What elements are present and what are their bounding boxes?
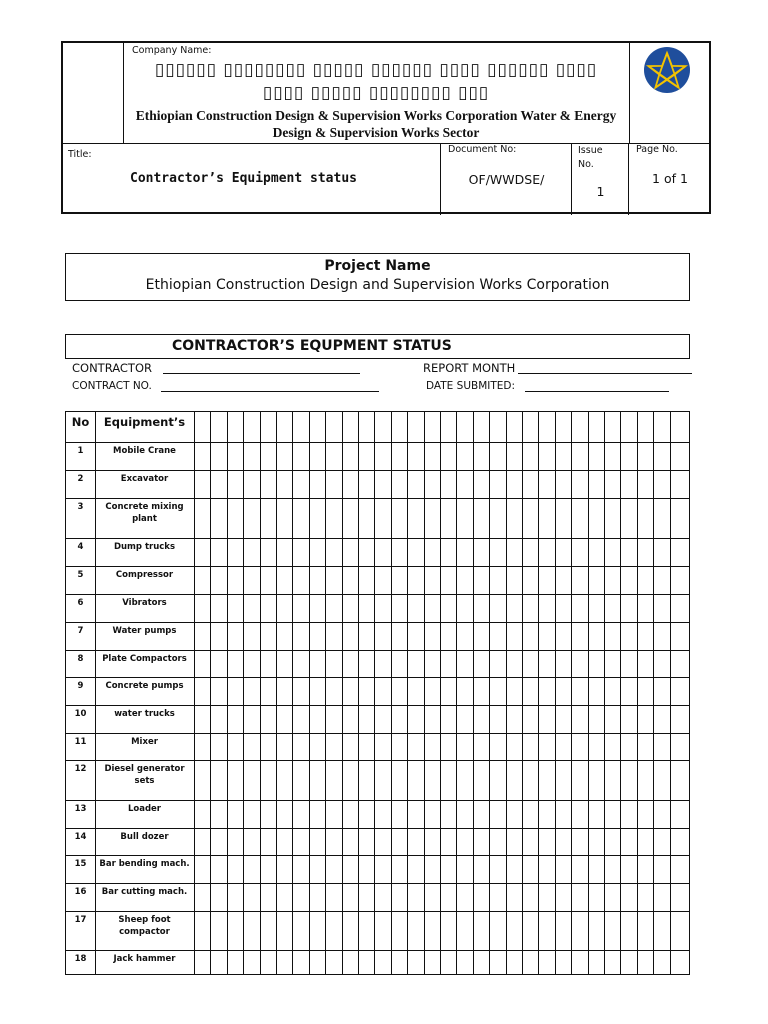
row-number: 9 <box>77 681 84 691</box>
row-number: 18 <box>74 954 87 964</box>
page-no-value: 1 of 1 <box>652 171 688 186</box>
column-header-no: No <box>71 415 90 429</box>
table-column-divider <box>456 412 457 974</box>
row-number: 11 <box>74 737 87 747</box>
equipment-name: Compressor <box>115 570 174 580</box>
page-no-label: Page No. <box>636 144 678 155</box>
table-column-divider <box>309 412 310 974</box>
table-row-divider <box>66 883 689 884</box>
issue-no-value: 1 <box>596 184 605 199</box>
table-column-divider <box>292 412 293 974</box>
table-row-divider <box>66 594 689 595</box>
equipment-name: Bar cutting mach. <box>101 887 188 897</box>
table-row-divider <box>66 800 689 801</box>
document-no-cell <box>441 144 572 215</box>
table-row-divider <box>66 705 689 706</box>
equipment-name: Bar bending mach. <box>99 859 190 869</box>
ethiopian-emblem-icon <box>643 46 691 94</box>
row-number: 17 <box>74 915 87 925</box>
equipment-name: Plate Compactors <box>102 654 187 664</box>
issue-no-label: Issue No. <box>578 145 603 170</box>
header-left-blank-cell <box>63 43 124 143</box>
row-number: 13 <box>74 804 87 814</box>
equipment-name: Loader <box>127 804 162 814</box>
table-column-divider <box>325 412 326 974</box>
table-column-divider <box>342 412 343 974</box>
equipment-name: Bull dozer <box>120 832 169 842</box>
document-no-value: OF/WWDSE/ <box>468 172 545 187</box>
date-submitted-field[interactable] <box>525 391 669 392</box>
equipment-name: Diesel generator sets <box>104 764 185 786</box>
table-row-divider <box>66 470 689 471</box>
table-column-divider <box>571 412 572 974</box>
table-column-divider <box>637 412 638 974</box>
company-name-amharic <box>123 59 629 105</box>
equipment-name: Concrete pumps <box>105 681 184 691</box>
table-column-divider <box>670 412 671 974</box>
table-column-divider <box>407 412 408 974</box>
row-number: 5 <box>77 570 84 580</box>
row-number: 8 <box>77 654 84 664</box>
title-label: Title: <box>68 149 92 160</box>
table-row-divider <box>66 650 689 651</box>
table-row-divider <box>66 498 689 499</box>
table-column-divider <box>210 412 211 974</box>
header-row-title <box>63 143 709 215</box>
project-name-value: Ethiopian Construction Design and Supervision Works Corporation <box>145 277 610 293</box>
table-column-divider <box>588 412 589 974</box>
table-column-divider <box>276 412 277 974</box>
equipment-name: Dump trucks <box>113 542 176 552</box>
row-number: 12 <box>74 764 87 774</box>
date-submitted-label: DATE SUBMITED: <box>426 380 516 392</box>
equipment-name: water trucks <box>114 709 175 719</box>
document-header <box>61 41 711 214</box>
table-column-divider <box>227 412 228 974</box>
table-row-divider <box>66 855 689 856</box>
contract-no-label: CONTRACT NO. <box>72 380 152 392</box>
equipment-status-heading <box>65 334 690 359</box>
table-row-divider <box>66 442 689 443</box>
row-number: 1 <box>77 446 84 456</box>
table-column-divider <box>489 412 490 974</box>
equipment-name: Jack hammer <box>113 954 176 964</box>
table-column-divider <box>374 412 375 974</box>
contractor-field[interactable] <box>163 373 360 374</box>
equipment-name: Mixer <box>131 737 158 747</box>
emblem-cell <box>627 43 709 143</box>
table-column-divider <box>653 412 654 974</box>
contractor-label: CONTRACTOR <box>72 361 152 375</box>
table-column-divider <box>194 412 195 974</box>
project-name-label: Project Name <box>324 258 431 274</box>
table-row-divider <box>66 566 689 567</box>
row-number: 16 <box>74 887 87 897</box>
table-column-divider <box>620 412 621 974</box>
company-amharic-line2: ▯▯▯▯ ▯▯▯▯▯ ▯▯▯▯▯▯▯▯ ▯▯▯ <box>262 83 490 103</box>
table-column-divider <box>522 412 523 974</box>
company-name-english: Ethiopian Construction Design & Supervision Works Corporation Water & Energy Design & Supervision Works Sector <box>135 108 617 140</box>
table-row-divider <box>66 677 689 678</box>
equipment-name: Sheep foot compactor <box>118 915 171 937</box>
equipment-status-table <box>65 411 690 975</box>
row-number: 3 <box>77 502 84 512</box>
equipment-name: Mobile Crane <box>113 446 176 456</box>
equipment-name: Concrete mixing plant <box>105 502 184 524</box>
equipment-name: Vibrators <box>122 598 167 608</box>
document-title: Contractor’s Equipment status <box>130 171 357 186</box>
company-cell <box>123 43 630 143</box>
table-column-divider <box>473 412 474 974</box>
row-number: 4 <box>77 542 84 552</box>
row-number: 6 <box>77 598 84 608</box>
table-row-divider <box>66 760 689 761</box>
column-header-equipment: Equipment’s <box>103 415 186 429</box>
table-row-divider <box>66 622 689 623</box>
report-month-label: REPORT MONTH <box>423 361 516 375</box>
table-column-divider <box>260 412 261 974</box>
table-row-divider <box>66 828 689 829</box>
table-column-divider <box>391 412 392 974</box>
table-column-divider <box>538 412 539 974</box>
title-cell <box>63 144 441 215</box>
equipment-name: Water pumps <box>112 626 177 636</box>
table-column-divider <box>243 412 244 974</box>
company-name-label: Company Name: <box>132 45 212 56</box>
report-month-field[interactable] <box>518 373 692 374</box>
table-row-divider <box>66 538 689 539</box>
equipment-status-heading-text: CONTRACTOR’S EQUPMENT STATUS <box>172 338 452 354</box>
table-column-divider <box>604 412 605 974</box>
table-row-divider <box>66 911 689 912</box>
table-column-divider <box>358 412 359 974</box>
table-column-divider <box>506 412 507 974</box>
row-number: 10 <box>74 709 87 719</box>
table-row-divider <box>66 733 689 734</box>
company-amharic-line1: ▯▯▯▯▯▯ ▯▯▯▯▯▯▯▯ ▯▯▯▯▯ ▯▯▯▯▯▯ ▯▯▯▯ ▯▯▯▯▯▯ ▯▯▯▯ <box>154 60 598 80</box>
row-number: 2 <box>77 474 84 484</box>
row-number: 14 <box>74 832 87 842</box>
document-no-label: Document No: <box>448 144 517 155</box>
page-no-cell <box>629 144 711 215</box>
table-row-divider <box>66 950 689 951</box>
project-name-box <box>65 253 690 301</box>
table-column-divider <box>555 412 556 974</box>
table-column-divider <box>424 412 425 974</box>
table-column-divider <box>440 412 441 974</box>
equipment-name: Excavator <box>120 474 169 484</box>
row-number: 15 <box>74 859 87 869</box>
row-number: 7 <box>77 626 84 636</box>
issue-no-cell <box>572 144 629 215</box>
contract-no-field[interactable] <box>161 391 379 392</box>
